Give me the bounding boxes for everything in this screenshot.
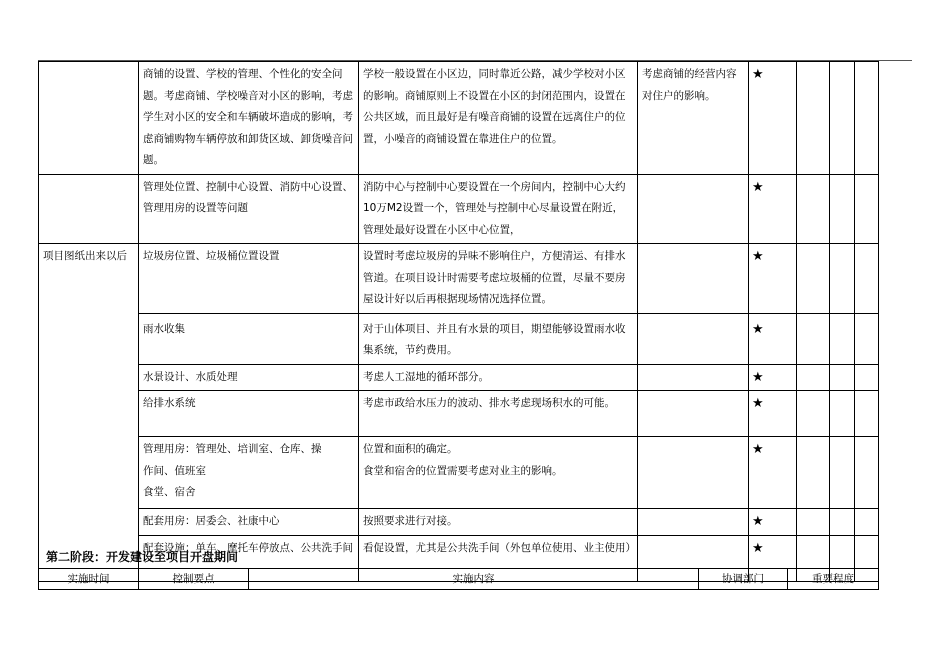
control-point-cell: 配套设施：单车、摩托车停放点、公共洗手间 — [139, 535, 359, 581]
rating-cell — [830, 174, 855, 244]
rating-cell — [797, 437, 830, 509]
rating-cell — [797, 313, 830, 364]
dept-cell — [638, 174, 749, 244]
rating-cell — [830, 364, 855, 391]
dept-cell — [638, 313, 749, 364]
control-point-line: 管理用房：管理处、培训室、仓库、操 — [143, 443, 322, 455]
table-row — [39, 364, 879, 391]
content-cell: 考虑市政给水压力的波动、排水考虑现场积水的可能。 — [359, 391, 638, 437]
rating-cell — [855, 62, 879, 175]
importance-star: ★ — [749, 437, 797, 509]
control-point-cell: 给排水系统 — [139, 391, 359, 437]
importance-star: ★ — [749, 313, 797, 364]
table-row — [39, 313, 879, 364]
content-cell: 对于山体项目、并且有水景的项目，期望能够设置雨水收集系统，节约费用。 — [359, 313, 638, 364]
control-point-cell: 管理处位置、控制中心设置、消防中心设置、管理用房的设置等问题 — [139, 174, 359, 244]
phase-cell: 项目图纸出来以后 — [39, 244, 139, 582]
rating-cell — [855, 174, 879, 244]
section2-header-table — [38, 568, 879, 590]
rating-cell — [830, 391, 855, 437]
control-point-cell: 配套用房：居委会、社康中心 — [139, 509, 359, 536]
content-cell: 按照要求进行对接。 — [359, 509, 638, 536]
rating-cell — [855, 313, 879, 364]
rating-cell — [855, 364, 879, 391]
table-row — [39, 509, 879, 536]
table-row — [39, 174, 879, 244]
rating-cell — [830, 509, 855, 536]
rating-cell — [855, 437, 879, 509]
column-header-time: 实施时间 — [39, 569, 139, 590]
control-point-line: 作间、值班室 — [143, 464, 206, 477]
table-row — [39, 391, 879, 437]
phase-cell-top — [39, 174, 139, 244]
table-row — [39, 437, 879, 509]
rating-cell — [797, 509, 830, 536]
dept-cell — [638, 244, 749, 314]
content-line: 位置和面积的确定。 — [363, 443, 458, 455]
content-cell: 看促设置，尤其是公共洗手间（外包单位使用、业主使用） — [359, 535, 638, 581]
importance-star: ★ — [749, 62, 797, 175]
importance-star: ★ — [749, 364, 797, 391]
control-point-cell: 垃圾房位置、垃圾桶位置设置 — [139, 244, 359, 314]
rating-cell — [855, 244, 879, 314]
dept-cell — [638, 364, 749, 391]
control-point-cell: 雨水收集 — [139, 313, 359, 364]
column-header-content: 实施内容 — [249, 569, 699, 590]
importance-star: ★ — [749, 244, 797, 314]
control-point-cell — [139, 437, 359, 509]
rating-cell — [855, 391, 879, 437]
rating-cell — [797, 364, 830, 391]
control-point-line: 食堂、宿舍 — [143, 486, 196, 498]
rating-cell — [797, 62, 830, 175]
phase-cell-top — [39, 62, 139, 175]
importance-star: ★ — [749, 174, 797, 244]
table-row — [39, 244, 879, 314]
table-header-row — [39, 569, 879, 590]
importance-star: ★ — [749, 509, 797, 536]
content-cell: 考虑人工湿地的循环部分。 — [359, 364, 638, 391]
importance-star: ★ — [749, 391, 797, 437]
section-heading: 第二阶段：开发建设至项目开盘期间 — [46, 550, 239, 564]
dept-cell — [638, 509, 749, 536]
rating-cell — [797, 244, 830, 314]
rating-cell — [797, 174, 830, 244]
content-cell: 消防中心与控制中心要设置在一个房间内，控制中心大约10万M2设置一个，管理处与控制中心尽量设置在附近，管理处最好设置在小区中心位置， — [359, 174, 638, 244]
dept-cell: 考虑商铺的经营内容对住户的影响。 — [638, 62, 749, 175]
control-point-cell: 水景设计、水质处理 — [139, 364, 359, 391]
table-row — [39, 62, 879, 175]
rating-cell — [830, 244, 855, 314]
column-header-control-point: 控制要点 — [139, 569, 249, 590]
rating-cell — [830, 62, 855, 175]
rating-cell — [855, 509, 879, 536]
rating-cell — [830, 437, 855, 509]
importance-star: ★ — [749, 535, 797, 581]
task-table — [38, 61, 879, 582]
column-header-importance: 重要程度 — [788, 569, 879, 590]
content-cell: 设置时考虑垃圾房的异味不影响住户，方便清运、有排水管道。在项目设计时需要考虑垃圾桶的位置，尽量不要房屋设计好以后再根据现场情况选择位置。 — [359, 244, 638, 314]
rating-cell — [830, 313, 855, 364]
control-point-cell: 商铺的设置、学校的管理、个性化的安全问题。考虑商铺、学校噪音对小区的影响，考虑学生对小区的安全和车辆破坏造成的影响，考虑商铺购物车辆停放和卸货区域、卸货噪音问题。 — [139, 62, 359, 175]
content-cell: 学校一般设置在小区边，同时靠近公路，减少学校对小区的影响。商铺原则上不设置在小区的封闭范围内，设置在公共区域，而且最好是有噪音商铺的设置在远离住户的位置，小噪音的商铺设置在靠进住户的位置。 — [359, 62, 638, 175]
rating-cell — [797, 391, 830, 437]
content-line: 食堂和宿舍的位置需要考虑对业主的影响。 — [363, 464, 563, 477]
column-header-dept: 协调部门 — [699, 569, 788, 590]
dept-cell — [638, 391, 749, 437]
dept-cell — [638, 437, 749, 509]
content-cell — [359, 437, 638, 509]
